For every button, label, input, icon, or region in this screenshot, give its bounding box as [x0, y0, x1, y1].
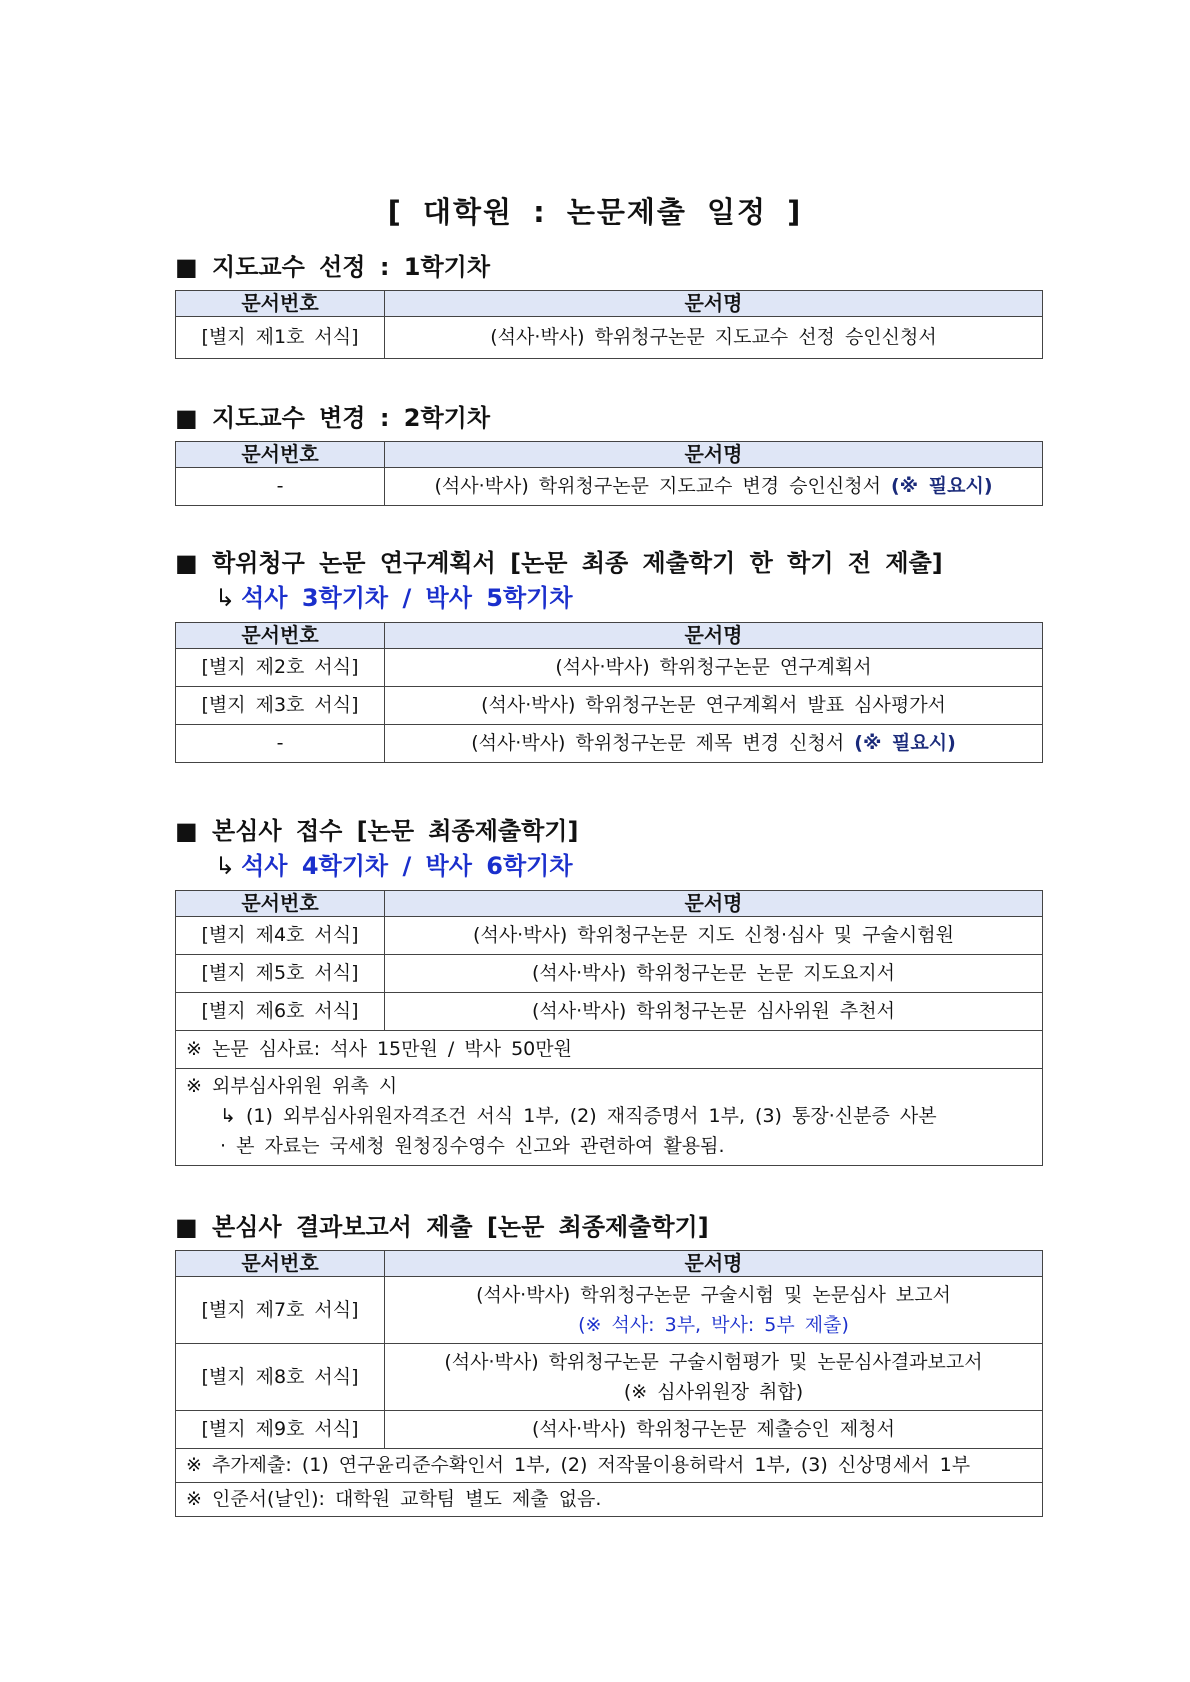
doc-table [175, 890, 1043, 1166]
doc-name: (석사·박사) 학위청구논문 지도 신청·심사 및 구술시험원 [385, 917, 1043, 955]
col-header-doc-name: 문서명 [385, 1251, 1043, 1277]
note-row [176, 1031, 1043, 1069]
external-reviewer-note: ※ 외부심사위원 위촉 시 [186, 1075, 398, 1097]
table-row [176, 993, 1043, 1031]
doc-table [175, 622, 1043, 763]
section-research-plan [175, 546, 1045, 763]
col-header-doc-no: 문서번호 [176, 291, 385, 317]
col-header-doc-name: 문서명 [385, 291, 1043, 317]
section-subheading [215, 580, 1045, 616]
if-needed-note: (※ 필요시) [891, 475, 993, 497]
doc-no: [별지 제7호 서식] [176, 1277, 385, 1344]
col-header-doc-no: 문서번호 [176, 623, 385, 649]
section-heading: ■ 학위청구 논문 연구계획서 [논문 최종 제출학기 한 학기 전 제출] [175, 549, 943, 577]
doc-name: (석사·박사) 학위청구논문 논문 지도요지서 [385, 955, 1043, 993]
chair-collects-note: (※ 심사위원장 취합) [623, 1381, 804, 1403]
section-subheading [215, 848, 1045, 884]
doc-no: [별지 제4호 서식] [176, 917, 385, 955]
doc-name: (석사·박사) 학위청구논문 제출승인 제청서 [385, 1411, 1043, 1449]
section-heading: ■ 지도교수 선정 : 1학기차 [175, 253, 491, 281]
table-row [176, 725, 1043, 763]
table-row [176, 955, 1043, 993]
table-row [176, 468, 1043, 506]
doc-no: [별지 제6호 서식] [176, 993, 385, 1031]
approval-seal-note: ※ 인준서(날인): 대학원 교학팀 별도 제출 없음. [176, 1483, 1043, 1517]
table-row [176, 1411, 1043, 1449]
col-header-doc-no: 문서번호 [176, 1251, 385, 1277]
table-header-row [176, 291, 1043, 317]
section-result-report [175, 1210, 1045, 1517]
doc-name-cell [385, 1277, 1043, 1344]
table-header-row [176, 1251, 1043, 1277]
table-row [176, 317, 1043, 359]
doc-name: (석사·박사) 학위청구논문 지도교수 선정 승인신청서 [385, 317, 1043, 359]
section-main-review-submission [175, 814, 1045, 1166]
doc-name-cell [385, 468, 1043, 506]
section-heading: ■ 본심사 접수 [논문 최종제출학기] [175, 817, 579, 845]
section-heading: ■ 지도교수 변경 : 2학기차 [175, 404, 491, 432]
doc-name: (석사·박사) 학위청구논문 심사위원 추천서 [385, 993, 1043, 1031]
table-header-row [176, 891, 1043, 917]
semester-info: 석사 3학기차 / 박사 5학기차 [241, 584, 573, 612]
sub-arrow-icon: ↳ [215, 584, 236, 612]
note-row [176, 1449, 1043, 1483]
note-row [176, 1483, 1043, 1517]
doc-no: - [176, 725, 385, 763]
doc-no: [별지 제3호 서식] [176, 687, 385, 725]
table-row [176, 1344, 1043, 1411]
table-row [176, 649, 1043, 687]
doc-no: [별지 제1호 서식] [176, 317, 385, 359]
table-row [176, 1277, 1043, 1344]
doc-table [175, 441, 1043, 506]
review-fee-note: ※ 논문 심사료: 석사 15만원 / 박사 50만원 [176, 1031, 1043, 1069]
col-header-doc-name: 문서명 [385, 891, 1043, 917]
tax-usage-note: · 본 자료는 국세청 원청징수영수 신고와 관련하여 활용됨. [220, 1135, 725, 1157]
section-advisor-change [175, 401, 1045, 506]
if-needed-note: (※ 필요시) [854, 732, 956, 754]
external-reviewer-docs: ↳ (1) 외부심사위원자격조건 서식 1부, (2) 재직증명서 1부, (3) 통장·신분증 사본 [220, 1105, 937, 1127]
doc-name: (석사·박사) 학위청구논문 지도교수 변경 승인신청서 [434, 475, 881, 497]
semester-info: 석사 4학기차 / 박사 6학기차 [241, 852, 573, 880]
section-advisor-selection [175, 250, 1045, 359]
col-header-doc-no: 문서번호 [176, 442, 385, 468]
sub-arrow-icon: ↳ [215, 852, 236, 880]
doc-name: (석사·박사) 학위청구논문 구술시험 및 논문심사 보고서 [476, 1284, 951, 1306]
col-header-doc-no: 문서번호 [176, 891, 385, 917]
table-header-row [176, 442, 1043, 468]
col-header-doc-name: 문서명 [385, 623, 1043, 649]
doc-no: - [176, 468, 385, 506]
doc-no: [별지 제8호 서식] [176, 1344, 385, 1411]
page-title: [ 대학원 : 논문제출 일정 ] [387, 195, 803, 229]
doc-name: (석사·박사) 학위청구논문 구술시험평가 및 논문심사결과보고서 [444, 1351, 983, 1373]
copies-note: (※ 석사: 3부, 박사: 5부 제출) [578, 1314, 849, 1336]
doc-name: (석사·박사) 학위청구논문 제목 변경 신청서 [471, 732, 845, 754]
section-heading: ■ 본심사 결과보고서 제출 [논문 최종제출학기] [175, 1213, 709, 1241]
doc-table [175, 1250, 1043, 1517]
doc-name-cell [385, 1344, 1043, 1411]
doc-no: [별지 제9호 서식] [176, 1411, 385, 1449]
external-reviewer-note-cell [176, 1069, 1043, 1166]
doc-name-cell [385, 725, 1043, 763]
table-row [176, 687, 1043, 725]
doc-name: (석사·박사) 학위청구논문 연구계획서 [385, 649, 1043, 687]
note-row [176, 1069, 1043, 1166]
table-row [176, 917, 1043, 955]
doc-no: [별지 제5호 서식] [176, 955, 385, 993]
doc-table [175, 290, 1043, 359]
col-header-doc-name: 문서명 [385, 442, 1043, 468]
additional-submission-note: ※ 추가제출: (1) 연구윤리준수확인서 1부, (2) 저작물이용허락서 1부, (3) 신상명세서 1부 [176, 1449, 1043, 1483]
doc-name: (석사·박사) 학위청구논문 연구계획서 발표 심사평가서 [385, 687, 1043, 725]
table-header-row [176, 623, 1043, 649]
doc-no: [별지 제2호 서식] [176, 649, 385, 687]
